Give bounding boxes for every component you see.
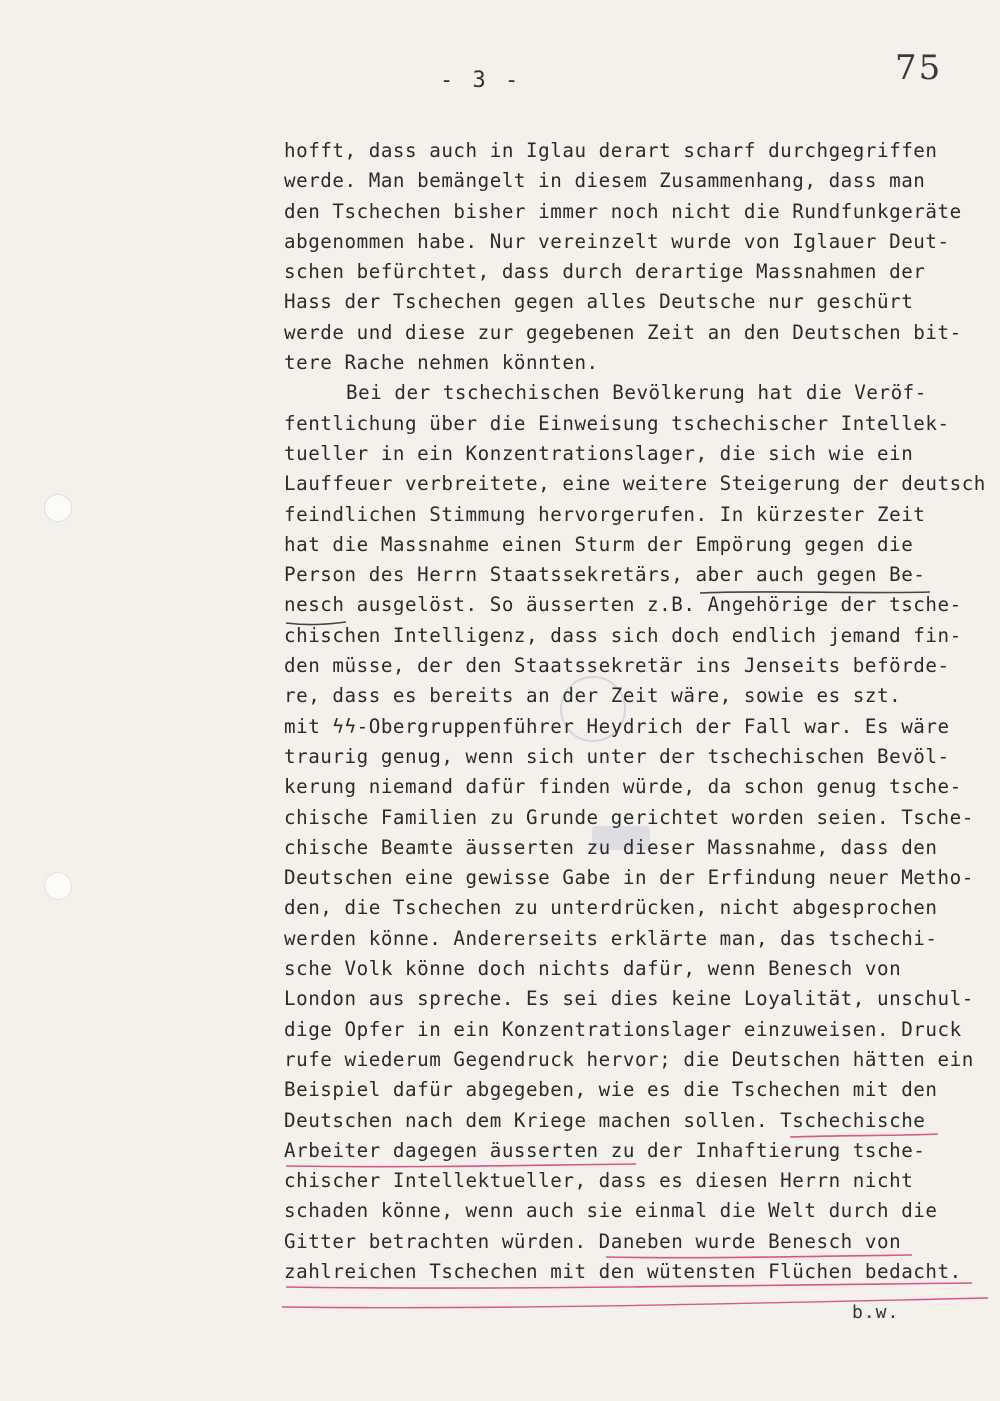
text-line: schen befürchtet, dass durch derartige Massnahmen der bbox=[284, 260, 926, 284]
red-underline-mark bbox=[606, 1255, 912, 1258]
text-line: chischer Intellektueller, dass es diesen Herrn nicht bbox=[284, 1169, 914, 1193]
text-line: Beispiel dafür abgegeben, wie es die Tschechen mit den bbox=[284, 1078, 938, 1102]
text-line: feindlichen Stimmung hervorgerufen. In kürzester Zeit bbox=[284, 502, 926, 526]
text-line: hofft, dass auch in Iglau derart scharf durchgegriffen bbox=[284, 139, 938, 162]
text-line: traurig genug, wenn sich unter der tschechischen Bevöl- bbox=[284, 744, 950, 768]
text-line: abgenommen habe. Nur vereinzelt wurde von Iglauer Deut- bbox=[284, 229, 950, 253]
text-line: chische Familien zu Grunde gerichtet worden seien. Tsche- bbox=[284, 805, 974, 829]
text-line: nesch ausgelöst. So äusserten z.B. Angehörige der tsche- bbox=[284, 593, 962, 617]
text-line: hat die Massnahme einen Sturm der Empörung gegen die bbox=[284, 532, 914, 556]
text-line: Deutschen nach dem Kriege machen sollen. Tschechische bbox=[284, 1108, 926, 1132]
text-line: Deutschen eine gewisse Gabe in der Erfindung neuer Metho- bbox=[284, 866, 974, 890]
text-line: sche Volk könne doch nichts dafür, wenn Benesch von bbox=[284, 957, 902, 981]
text-line: Gitter betrachten würden. Daneben wurde Benesch von bbox=[284, 1229, 902, 1253]
text-line: fentlichung über die Einweisung tschechischer Intellek- bbox=[284, 411, 950, 435]
text-line: chischen Intelligenz, dass sich doch endlich jemand fin- bbox=[284, 623, 962, 647]
text-line: dige Opfer in ein Konzentrationslager einzuweisen. Druck bbox=[284, 1017, 962, 1041]
paragraph-start-line: Bei der tschechischen Bevölkerung hat die Veröf- bbox=[346, 381, 927, 405]
text-line: kerung niemand dafür finden würde, da schon genug tsche- bbox=[284, 775, 962, 799]
text-line: den müsse, der den Staatssekretär ins Jenseits beförde- bbox=[284, 654, 950, 678]
text-line: schaden könne, wenn auch sie einmal die Welt durch die bbox=[284, 1199, 938, 1223]
text-line: den, die Tschechen zu unterdrücken, nicht abgesprochen bbox=[284, 896, 938, 920]
text-line: rufe wiederum Gegendruck hervor; die Deutschen hätten ein bbox=[284, 1047, 974, 1071]
text-line: chische Beamte äusserten zu dieser Massnahme, dass den bbox=[284, 835, 938, 859]
text-line: tere Rache nehmen könnten. bbox=[284, 351, 599, 375]
red-underline-mark bbox=[286, 1164, 636, 1167]
page-number: - 3 - bbox=[440, 68, 522, 93]
text-line: mit ϟϟ-Obergruppenführer Heydrich der Fall war. Es wäre bbox=[284, 714, 950, 738]
folio-number: 75 bbox=[895, 48, 943, 88]
text-line: werde und diese zur gegebenen Zeit an den Deutschen bit- bbox=[284, 320, 962, 344]
red-underline-mark bbox=[286, 1283, 972, 1288]
pencil-underline-mark bbox=[700, 592, 930, 593]
text-line: tueller in ein Konzentrationslager, die sich wie ein bbox=[284, 441, 914, 465]
text-line: den Tschechen bisher immer noch nicht die Rundfunkgeräte bbox=[284, 199, 962, 223]
text-line: Lauffeuer verbreitete, eine weitere Steigerung der deutsch bbox=[284, 472, 986, 496]
text-line: werden könne. Andererseits erklärte man, das tschechi- bbox=[284, 926, 938, 950]
continuation-note: b.w. bbox=[852, 1302, 900, 1323]
text-line: zahlreichen Tschechen mit den wütensten Flüchen bedacht. bbox=[284, 1259, 962, 1283]
text-line: London aus spreche. Es sei dies keine Loyalität, unschul- bbox=[284, 987, 974, 1011]
text-line: Hass der Tschechen gegen alles Deutsche nur geschürt bbox=[284, 290, 914, 314]
text-line: re, dass es bereits an der Zeit wäre, sowie es szt. bbox=[284, 684, 902, 708]
red-underline-mark bbox=[790, 1134, 938, 1137]
pencil-underline-mark bbox=[286, 622, 346, 625]
text-line: werde. Man bemängelt in diesem Zusammenhang, dass man bbox=[284, 169, 926, 193]
text-line: Person des Herrn Staatssekretärs, aber auch gegen Be- bbox=[284, 563, 926, 587]
text-line: Arbeiter dagegen äusserten zu der Inhaftierung tsche- bbox=[284, 1138, 926, 1162]
